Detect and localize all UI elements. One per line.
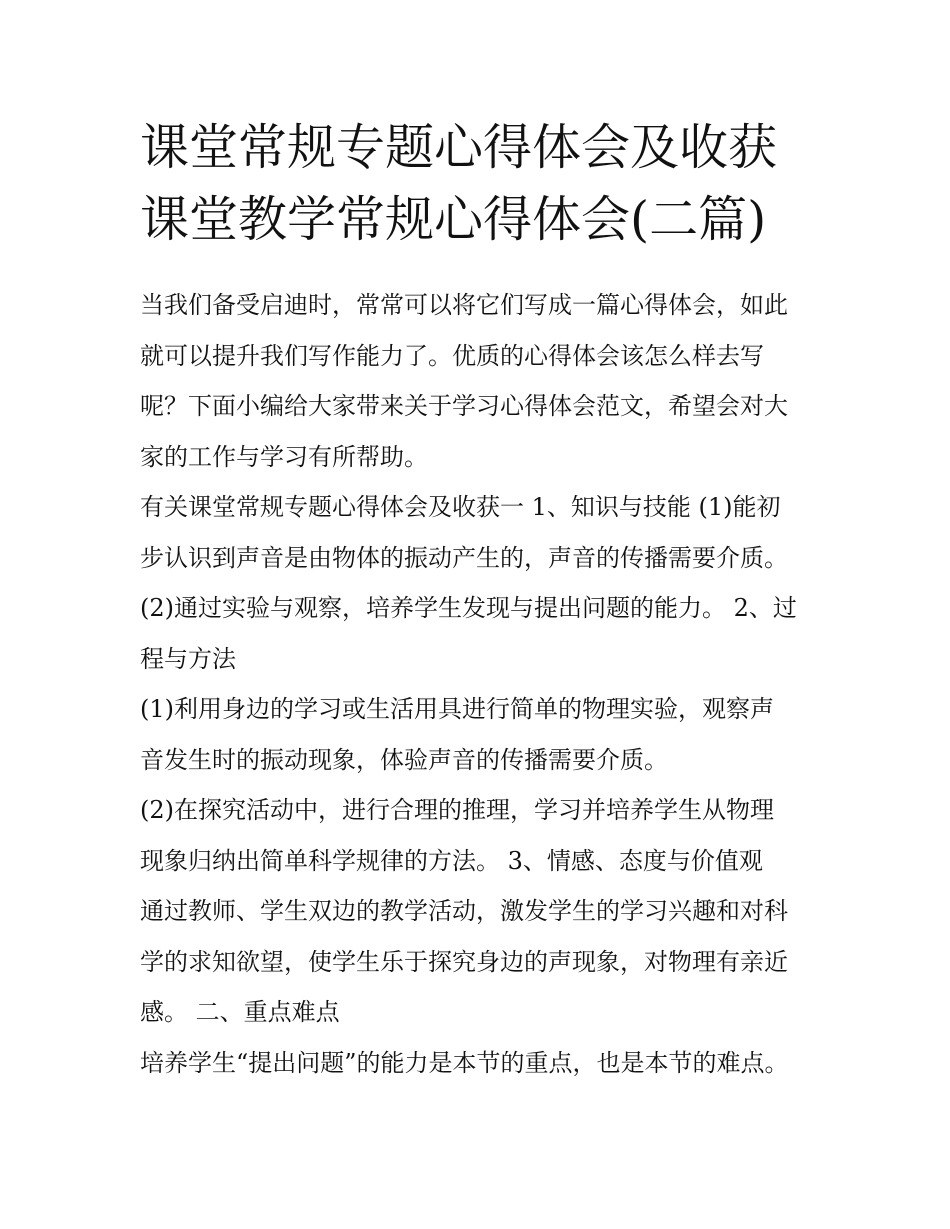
- title-line-2: 课堂教学常规心得体会(二篇): [140, 191, 767, 248]
- body-line: 感。 二、重点难点: [140, 998, 340, 1026]
- document-title: [140, 112, 840, 256]
- body-line: 就可以提升我们写作能力了。优质的心得体会该怎么样去写: [140, 341, 764, 370]
- body-line: 学的求知欲望，使学生乐于探究身边的声现象，对物理有亲近: [140, 947, 788, 976]
- body-line: 培养学生“提出问题”的能力是本节的重点，也是本节的难点。: [140, 1048, 789, 1077]
- body-line: 呢？下面小编给大家带来关于学习心得体会范文，希望会对大: [140, 392, 788, 420]
- title-line-1: 课堂常规专题心得体会及收获: [140, 119, 778, 176]
- body-line: 现象归纳出简单科学规律的方法。 3、情感、态度与价值观: [140, 846, 763, 875]
- body-line: 程与方法: [140, 644, 236, 673]
- body-line: 当我们备受启迪时，常常可以将它们写成一篇心得体会，如此: [140, 291, 788, 319]
- body-line: 家的工作与学习有所帮助。: [140, 442, 428, 471]
- body-line: 有关课堂常规专题心得体会及收获一 1、知识与技能 (1)能初: [140, 493, 781, 521]
- document-body: [140, 280, 820, 1088]
- body-line: (1)利用身边的学习或生活用具进行简单的物理实验，观察声: [140, 695, 774, 723]
- body-line: (2)通过实验与观察，培养学生发现与提出问题的能力。 2、过: [140, 594, 797, 622]
- body-line: 音发生时的振动现象，体验声音的传播需要介质。: [140, 745, 668, 774]
- body-line: 通过教师、学生双边的教学活动，激发学生的学习兴趣和对科: [140, 897, 788, 925]
- body-line: 步认识到声音是由物体的振动产生的，声音的传播需要介质。: [140, 543, 788, 572]
- body-line: (2)在探究活动中，进行合理的推理，学习并培养学生从物理: [140, 796, 774, 824]
